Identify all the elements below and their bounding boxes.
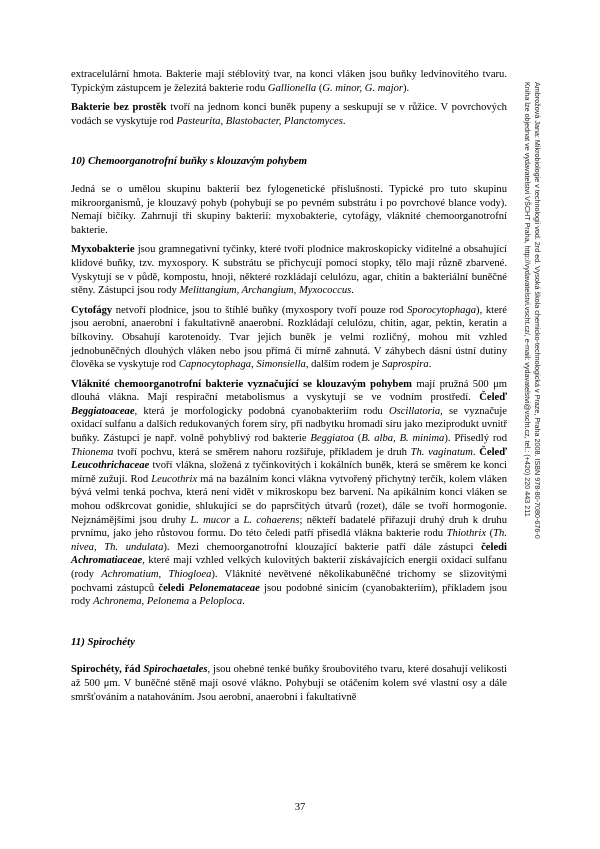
text-run: . (428, 359, 432, 371)
paragraph (71, 378, 507, 609)
bold-text-run: Cytofágy (71, 304, 113, 316)
text-run: tvoří na jednom konci buněk pupeny a seskupují se v růžice. V povrchových vodách se vyskytuje rod (71, 102, 507, 127)
italic-text-run: Achromatium, Thiogloea (101, 569, 212, 580)
text-run: , které mají vzhled velkých kulovitých bakterií získávajících energii oxidací sulfanu (rody (71, 555, 507, 580)
page-body (71, 68, 507, 710)
italic-text-run: Gallionella (267, 82, 317, 94)
bold-text-run: Spirochéty, řád (71, 664, 144, 676)
italic-text-run: Peloploca (199, 596, 243, 608)
italic-text-run: Melittangium, Archangium, Myxococcus (179, 285, 352, 297)
bold-text-run: Leucothrichaceae (71, 460, 150, 472)
bold-text-run: Čeleď (479, 392, 507, 404)
page-number: 37 (294, 802, 306, 813)
text-run: netvoří plodnice, jsou to štíhlé buňky (myxospory tvoří pouze rod (112, 304, 407, 316)
text-run: má na bazálním konci vlákna vytvořený přichytný terčík, kolem vláken bývá velmi tenká pochva, která není vidět v mikroskopu bez barvení. Na apikálním konci vláken se mohou odškrcovat gonidie, shlukující se do paprsčitých útvarů (rozet), dále se tvoří hormogonie. Nejznámějšími jsou druhy (71, 473, 507, 526)
italic-text-run: L. mucor (190, 514, 231, 526)
text-run: ). Přisedlý rod (444, 433, 507, 445)
text-run: jsou gramnegativní tyčinky, které tvoří plodnice makroskopicky viditelné a obsahující klidové buňky, tzv. myxospory. K substrátu se přichycují pomocí stopky, tělo mají různě zbarvené. Vyskytují se v půdě, kompostu, hnoji, některé rozkládají celulózu, agar, chitin a bakteriální buněčné stěny. Zástupci jsou rody (71, 244, 507, 297)
text-run: mají pružná 500 μm dlouhá vlákna. Mají respirační metabolismus a vyskytují se ve vodním prostředí. (71, 378, 507, 404)
bold-text-run: čeledi (158, 582, 189, 594)
text-run: tvoří vlákna, složená z tyčinkovitých i kokálních buněk, která se směrem ke konci mírně zužují. Rod (71, 460, 507, 485)
text-run: jsou podobné sinicím (cyanobakteriím), příkladem jsou rody (71, 582, 507, 608)
italic-text-run: Beggiatoa (310, 433, 354, 445)
text-run: ). Vláknité nevětvené několikabuněčné trichomy se slizovitými pochvami zástupců (71, 569, 507, 594)
text-run: ). (403, 82, 410, 94)
paragraph (71, 663, 507, 704)
italic-text-run: Saprospira (382, 359, 429, 371)
text-run: ). Mezi chemoorganotrofní klouzající bakterie patří dále zástupci (163, 541, 482, 553)
text-run: , dalším rodem je (305, 359, 383, 371)
bold-text-run: Beggiatoaceae (71, 405, 135, 417)
paragraph (71, 68, 507, 95)
text-run: ( (486, 528, 494, 540)
bold-text-run: Achromatiaceae (71, 555, 143, 567)
text-run: , jsou ohebné tenké buňky šroubovitého tvaru, které dosahují velikosti až 500 μm. V buněčné stěně mají osové vlákno. Pohybují se otáčením kolem své vlastní osy a dále smršťováním a natahováním. Jsou aerobní, anaerobní i fakultativně (71, 664, 508, 703)
text-run: Jedná se o umělou skupinu bakterií bez fylogenetické příslušnosti. Typické pro tuto skupinu mikroorganismů, je klouzavý pohyb (pohybují se po pevném substrátu i po povrchové blance vody). Nemají bičíky. Zahrnují tři skupiny bakterií: myxobakterie, cytofágy, vláknité chemoorganotrofní bakterie. (71, 183, 507, 236)
italic-text-run: Achronema, Pelonema (93, 596, 190, 608)
italic-text-run: Th. nivea, Th. undulata (71, 528, 507, 553)
italic-text-run: G. minor, G. major (322, 82, 404, 94)
italic-text-run: Leucothrix (151, 473, 198, 485)
text-run: . (472, 446, 480, 458)
copyright-sidenote (522, 82, 542, 539)
text-run: , která je morfologicky podobná cyanobakteriím rodu (134, 405, 389, 417)
text-run: ; někteří badatelé přiřazují druhý druh k druhu prvnímu, jako jeho růstovou formu. Do této čeledi patří přisedlá vlákna bakterie rodu (71, 514, 508, 540)
text-run: a (189, 596, 200, 608)
sidenote-line-2: Kniha lze objednat ve vydavatelství VŠCHT Praha, http://vydavatelstvi.vscht.cz/, e-mail: vydavatelstvi@vscht.cz, tel.: (+420) 220 443 211 (523, 82, 532, 517)
text-run: . (351, 285, 354, 297)
bold-text-run: Spirochaetales (143, 664, 208, 676)
italic-text-run: Capnocytophaga (178, 359, 252, 371)
bold-text-run: Myxobakterie (71, 244, 135, 256)
text-run: ( (353, 433, 362, 445)
italic-text-run: Thionema (71, 446, 114, 458)
text-run: extracelulární hmota. Bakterie mají stéblovitý tvar, na konci vláken jsou buňky ledvinovitého tvaru. Typickým zástupcem je železitá bakterie rodu (71, 69, 507, 94)
text-run: ), které jsou aerobní, anaerobní i fakultativně anaerobní. Rozkládají celulózu, chitin, agar, pektin, keratin a bílkoviny. Obsahují karotenoidy. Tvar jejich buněk je velmi rozličný, mohou mít vzhled jednobuněčných dlouhých vláken nebo jsou přímá či mírně zahnutá. V záhybech dásní ústní dutiny člověka se vyskytuje rod (71, 304, 508, 371)
text-run: , se vyznačuje oxidací sulfanu a dalších redukovaných forem síry, při nadbytku hromadí síru jako meziprodukt uvnitř buňky. Zástupci je např. volně pohyblivý rod bakterie (71, 405, 507, 445)
text-run: ( (316, 82, 323, 94)
italic-text-run: Sporocytophaga (407, 304, 477, 316)
text-run: . (242, 596, 245, 608)
bold-text-run: Pelonemataceae (188, 582, 260, 594)
paragraph (71, 101, 507, 128)
text-run: a (230, 514, 244, 526)
italic-text-run: L. cohaerens (243, 514, 300, 526)
italic-text-run: Pasteurita, Blastobacter, Planctomyces (176, 115, 343, 127)
italic-text-run: Th. vaginatum (410, 446, 473, 458)
paragraph (71, 304, 507, 372)
text-run: . (342, 115, 346, 127)
italic-text-run: Oscillatoria (388, 405, 441, 417)
paragraph (71, 243, 507, 297)
section-heading-11: 11) Spirochéty (71, 635, 135, 648)
bold-text-run: Bakterie bez prostěk (71, 102, 167, 114)
paragraph (71, 183, 507, 237)
bold-text-run: Vláknité chemoorganotrofní bakterie vyznačující se klouzavým pohybem (71, 378, 412, 390)
italic-text-run: B. alba, B. minima (361, 433, 445, 445)
section-heading-10: 10) Chemoorganotrofní buňky s klouzavým pohybem (71, 155, 308, 168)
sidenote-line-1: Ambrožová Jana: Mikrobiologie v technologii vod. 2rd ed. Vysoká škola chemicko-technologická v Praze, Praha 2008. ISBN 978-80-7080-676-0 (533, 82, 542, 539)
italic-text-run: Simonsiella (256, 359, 306, 371)
bold-text-run: čeledi (481, 541, 507, 553)
italic-text-run: Thiothrix (446, 528, 487, 540)
bold-text-run: Čeleď (479, 446, 507, 458)
text-run: tvoří pochvu, která se směrem nahoru rozšiřuje, příkladem je druh (113, 446, 411, 458)
text-run: , (251, 359, 257, 371)
